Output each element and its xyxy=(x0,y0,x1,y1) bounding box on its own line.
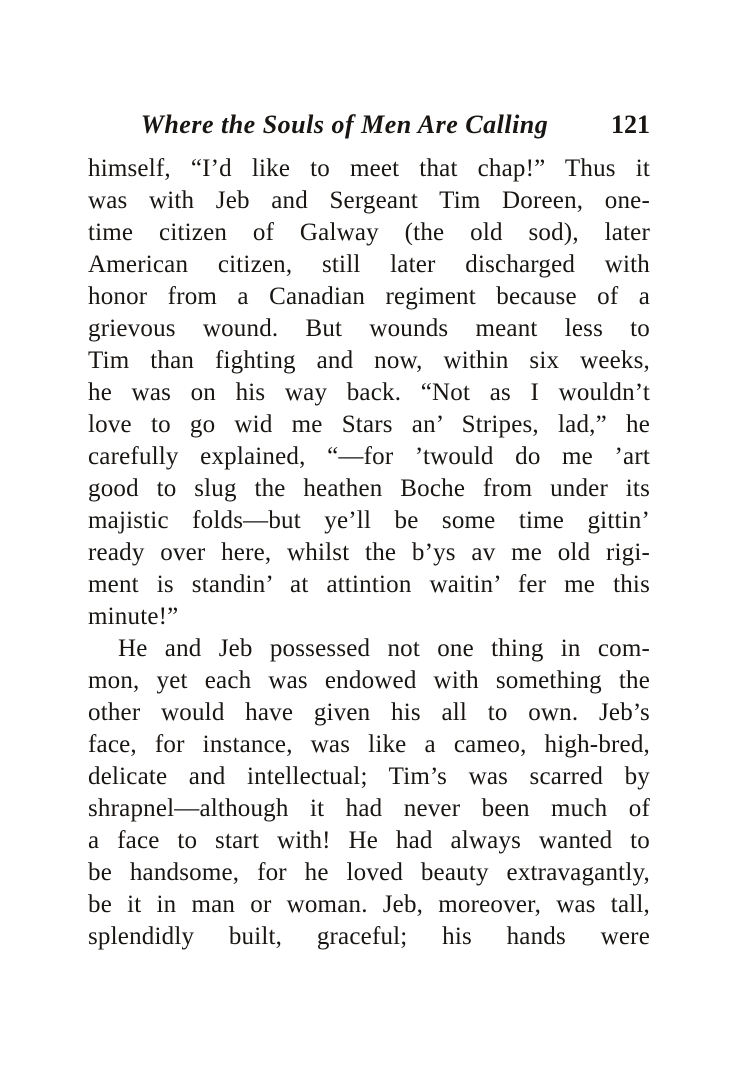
text-line: American citizen, still later discharged with xyxy=(88,251,650,278)
text-line: face, for instance, was like a cameo, high-bred, xyxy=(88,731,650,758)
text-line: other would have given his all to own. Jeb’s xyxy=(88,699,650,726)
page-number: 121 xyxy=(611,110,650,139)
text-line: himself, “I’d like to meet that chap!” Thus it xyxy=(88,155,650,182)
text-line: honor from a Canadian regiment because of a xyxy=(88,283,650,310)
text-line: time citizen of Galway (the old sod), later xyxy=(88,219,650,246)
text-line: He and Jeb possessed not one thing in com- xyxy=(118,635,650,662)
text-line: be handsome, for he loved beauty extravagantly, xyxy=(88,859,650,886)
text-line: a face to start with! He had always wanted to xyxy=(88,827,650,854)
running-header-title: Where the Souls of Men Are Calling xyxy=(140,110,549,139)
text-line: be it in man or woman. Jeb, moreover, was tall, xyxy=(88,891,650,918)
text-line: shrapnel—although it had never been much of xyxy=(88,795,650,822)
body-lines xyxy=(88,153,650,953)
text-line: carefully explained, “—for ’twould do me ’art xyxy=(88,443,650,470)
text-line: majistic folds—but ye’ll be some time gittin’ xyxy=(88,507,650,534)
text-line: was with Jeb and Sergeant Tim Doreen, one- xyxy=(88,187,650,214)
text-line: love to go wid me Stars an’ Stripes, lad,” he xyxy=(88,411,650,438)
text-line: delicate and intellectual; Tim’s was scarred by xyxy=(88,763,650,790)
text-line: splendidly built, graceful; his hands were xyxy=(88,923,650,950)
text-line: Tim than fighting and now, within six weeks, xyxy=(88,347,650,374)
text-line: mon, yet each was endowed with something the xyxy=(88,667,650,694)
text-line: ment is standin’ at attintion waitin’ fer me this xyxy=(88,571,650,598)
text-column xyxy=(88,110,650,953)
text-line: minute!” xyxy=(88,603,179,630)
text-line: he was on his way back. “Not as I wouldn’t xyxy=(88,379,650,406)
running-header xyxy=(88,110,650,140)
text-line: grievous wound. But wounds meant less to xyxy=(88,315,650,342)
text-line: ready over here, whilst the b’ys av me old rigi- xyxy=(88,539,650,566)
text-line: good to slug the heathen Boche from under its xyxy=(88,475,650,502)
